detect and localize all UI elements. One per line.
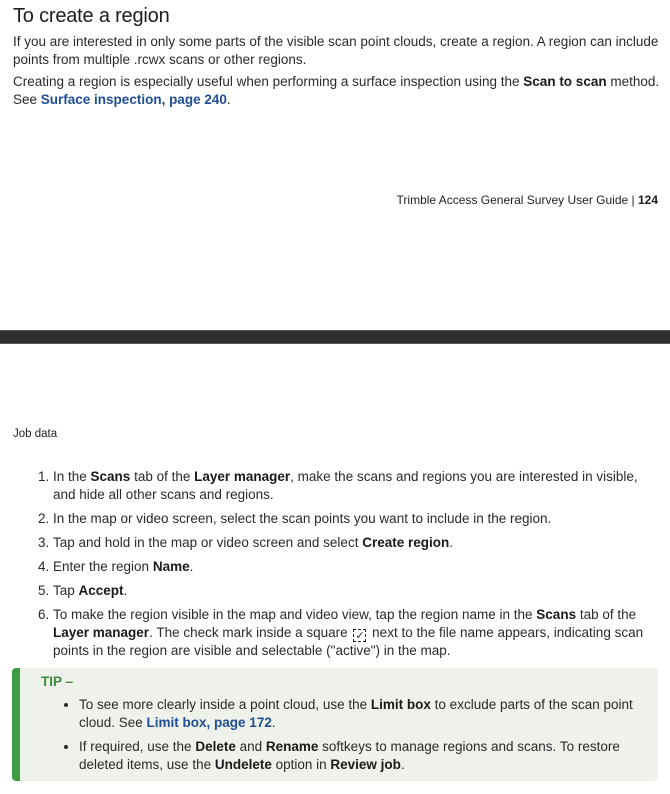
ui-term: Layer manager [194,469,291,484]
text: In the [53,469,91,484]
ui-term: Layer manager [53,625,150,640]
intro-paragraph: If you are interested in only some parts of the visible scan point clouds, create a region. A region can include points from multiple .rcwx scans or other regions. [13,34,659,67]
text: In the map or video screen, select the scan points you want to include in the region. [53,511,552,526]
see-suffix: . [226,92,231,107]
tip-title: TIP – [41,674,74,689]
ui-term: Limit box [370,697,431,712]
breadcrumb[interactable]: Job data [13,428,58,440]
ui-term: Create region [362,535,450,550]
ui-term: Name [152,559,190,574]
tip-item [79,738,649,774]
tip-item [79,696,649,732]
text: To see more clearly inside a point cloud, use the [79,697,371,712]
text: Tap [53,583,79,598]
text: . [123,583,128,598]
text: . [189,559,194,574]
text: If required, use the [79,739,196,754]
section-title: To create a region [13,5,170,27]
cross-reference-link[interactable]: Limit box, page 172 [146,715,272,730]
text: . The check mark inside a square [149,625,352,640]
ui-term: Rename [265,739,319,754]
usage-suffix: method. [606,74,660,89]
step-item [53,558,663,576]
step-item [53,510,663,528]
ui-term: Scans [90,469,131,484]
text: . [271,715,276,730]
tip-callout [12,668,658,781]
usage-text: Creating a region is especially useful when performing a surface inspection using the [13,74,524,89]
ui-term: Scans [536,607,577,622]
usage-paragraph [13,73,663,109]
text: . [400,757,405,772]
text: . [449,535,453,550]
text: , make the scans and regions you are interested in visible, and hide all other scans and regions. [53,469,638,502]
tip-list [61,696,649,780]
see-prefix: See [13,92,41,107]
ui-term: Undelete [214,757,272,772]
text: to exclude parts of the scan point cloud. See [79,697,633,730]
text: softkeys to manage regions and scans. To restore deleted items, use the [79,739,620,772]
text: next to the file name appears, indicating scan points in the region are visible and selectable ("active") in the map. [53,625,644,658]
text: option in [271,757,331,772]
page-footer [397,193,658,207]
step-item [53,534,663,552]
ui-term: Review job [330,757,401,772]
step-item [53,468,663,504]
ui-term: Accept [78,583,124,598]
guide-title: Trimble Access General Survey User Guide | [396,193,638,207]
page-divider [0,330,670,344]
text: tab of the [130,469,195,484]
scan-to-scan-term: Scan to scan [523,74,607,89]
step-item [53,582,663,600]
text: Tap and hold in the map or video screen and select [53,535,363,550]
step-item [53,606,663,660]
page-number: 124 [637,193,658,207]
text: To make the region visible in the map and video view, tap the region name in the [53,607,537,622]
checkbox-checked-icon: ✓ [355,630,365,642]
text: and [235,739,266,754]
surface-inspection-link[interactable]: Surface inspection, page 240 [40,92,227,107]
text: tab of the [576,607,637,622]
text: Enter the region [53,559,153,574]
steps-list [13,468,663,666]
ui-term: Delete [195,739,236,754]
